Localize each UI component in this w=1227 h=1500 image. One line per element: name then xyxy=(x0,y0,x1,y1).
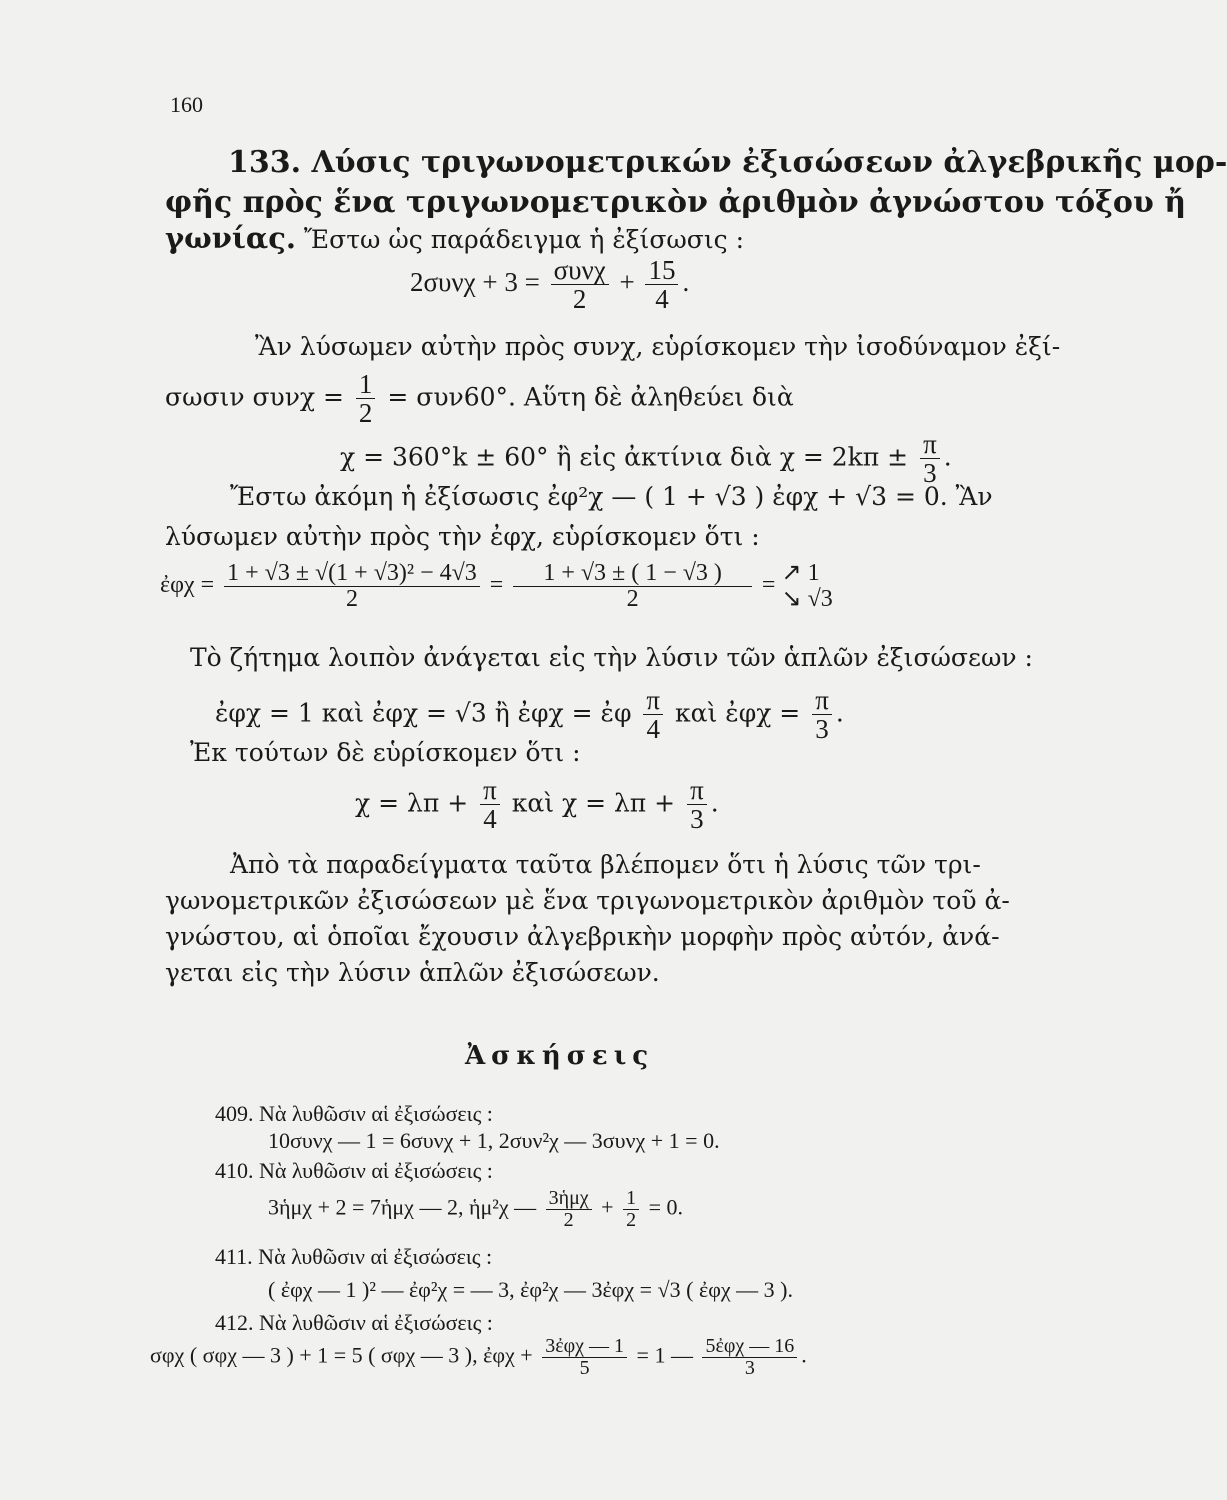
paragraph-5-line1: Ἀπὸ τὰ παραδείγματα ταῦτα βλέπομεν ὅτι ἡ λύσις τῶν τρι- xyxy=(230,850,981,879)
paragraph-4: Ἐκ τούτων δὲ εὑρίσκομεν ὅτι : xyxy=(190,738,581,767)
paragraph-5-line4: γεται εἰς τὴν λύσιν ἁπλῶν ἐξισώσεων. xyxy=(165,958,660,987)
section-title-line1: 133. Λύσις τριγωνομετρικών ἐξισώσεων ἀλγεβρικῆς μορ- xyxy=(228,145,1227,180)
equation-3: ἐφχ = $\frac{\text{1 + √3 ± √(1 + √3)² − 4√3}}{2}$ = $\frac{1 + √3 \pm ( 1 - √3 )}{2}$ = ↗ 1 ↘ √3 xyxy=(160,559,833,613)
paragraph-5-line3: γνώστου, αἱ ὁποῖαι ἔχουσιν ἀλγεβρικὴν μορφὴν πρὸς αὐτόν, ἀνά- xyxy=(165,922,1000,951)
exercise-411-equation: ( ἐφχ — 1 )² — ἐφ²χ = — 3, ἐφ²χ — 3ἐφχ = √3 ( ἐφχ — 3 ). xyxy=(268,1277,793,1302)
section-title-line2: φῆς πρὸς ἕνα τριγωνομετρικὸν ἀριθμὸν ἀγνώστου τόξου ἤ xyxy=(165,185,1187,220)
exercise-410-equation: 3ἡμχ + 2 = 7ἡμχ — 2, ἡμ²χ — $\frac{\text{3ἡμχ}}{2}$ + $\frac{1}{2}$ = 0. xyxy=(268,1187,684,1231)
section-title-line3: γωνίας. Ἔστω ὡς παράδειγμα ἡ ἐξίσωσις : xyxy=(165,221,745,255)
exercises-heading: Ἀσκήσεις xyxy=(465,1041,655,1071)
exercise-410-title: 410. Νὰ λυθῶσιν αἱ ἐξισώσεις : xyxy=(215,1158,493,1183)
exercise-409-equation: 10συνχ — 1 = 6συνχ + 1, 2συν²χ — 3συνχ + 1 = 0. xyxy=(268,1128,720,1153)
exercise-409-title: 409. Νὰ λυθῶσιν αἱ ἐξισώσεις : xyxy=(215,1101,493,1126)
paragraph-2-line2: λύσωμεν αὐτὴν πρὸς τὴν ἐφχ, εὑρίσκομεν ὅτι : xyxy=(165,522,760,551)
equation-2: χ = 360°k ± 60° ἢ εἰς ἀκτίνια διὰ χ = 2kπ ± $\frac{\pi}{3}$ . xyxy=(340,429,952,489)
roots-arrows: ↗ 1 ↘ √3 xyxy=(781,560,833,613)
exercise-411-title: 411. Νὰ λυθῶσιν αἱ ἐξισώσεις : xyxy=(215,1244,493,1269)
paragraph-1-line2: σωσιν συνχ = $\frac{1}{2}$ = συν60°. Αὕτη δὲ ἀληθεύει διὰ xyxy=(165,369,794,429)
paragraph-2-line1: Ἔστω ἀκόμη ἡ ἐξίσωσις ἐφ²χ — ( 1 + √3 ) ἐφχ + √3 = 0. Ἂν xyxy=(230,482,993,511)
paragraph-3: Τὸ ζήτημα λοιπὸν ἀνάγεται εἰς τὴν λύσιν τῶν ἁπλῶν ἐξισώσεων : xyxy=(190,643,1033,672)
paragraph-5-line2: γωνομετρικῶν ἐξισώσεων μὲ ἕνα τριγωνομετρικὸν ἀριθμὸν τοῦ ἀ- xyxy=(165,886,1010,915)
exercise-412-equation: σφχ ( σφχ — 3 ) + 1 = 5 ( σφχ — 3 ), ἐφχ + $\frac{\text{3ἐφχ — 1}}{5}$ = 1 — $\frac{\text{5ἐφχ — 16}}{3}$ . xyxy=(150,1335,807,1379)
exercise-412-title: 412. Νὰ λυθῶσιν αἱ ἐξισώσεις : xyxy=(215,1310,493,1335)
equation-5: χ = λπ + $\frac{\pi}{4}$ καὶ χ = λπ + $\frac{\pi}{3}$ . xyxy=(355,775,719,835)
page-number: 160 xyxy=(170,92,203,117)
paragraph-1-line1: Ἂν λύσωμεν αὐτὴν πρὸς συνχ, εὑρίσκομεν τὴν ἰσοδύναμον ἐξί- xyxy=(255,332,1061,361)
equation-1: 2συνχ + 3 = $\frac{\text{συνχ}}{2}$ + $\frac{15}{4}$ . xyxy=(410,255,690,315)
equation-4: ἐφχ = 1 καὶ ἐφχ = √3 ἢ ἐφχ = ἐφ $\frac{\pi}{4}$ καὶ ἐφχ = $\frac{\pi}{3}$ . xyxy=(215,685,844,745)
